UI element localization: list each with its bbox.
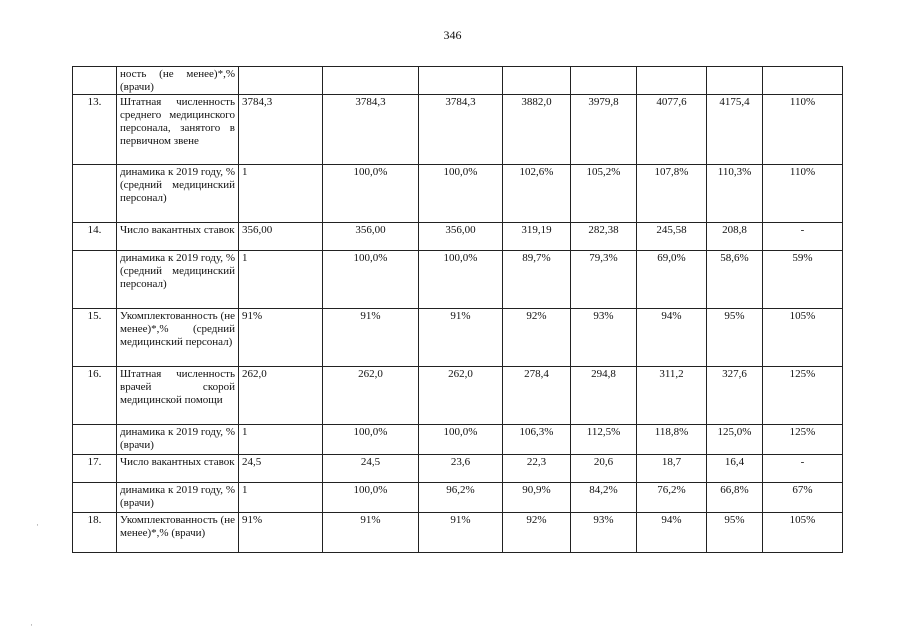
value-cell: 91% xyxy=(419,309,503,367)
value-cell: 66,8% xyxy=(707,483,763,513)
indicator-label: Штатная численность врачей скорой медицинской помощи xyxy=(117,367,239,425)
value-cell: 1 xyxy=(239,251,323,309)
value-cell: 3784,3 xyxy=(419,95,503,165)
value-cell: 22,3 xyxy=(503,455,571,483)
value-cell: 311,2 xyxy=(637,367,707,425)
value-cell: 262,0 xyxy=(239,367,323,425)
table-row xyxy=(73,95,843,165)
value-cell: 3882,0 xyxy=(503,95,571,165)
row-number xyxy=(73,483,117,513)
value-cell: 84,2% xyxy=(571,483,637,513)
value-cell: 262,0 xyxy=(419,367,503,425)
value-cell: 282,38 xyxy=(571,223,637,251)
row-number xyxy=(73,425,117,455)
value-cell: 208,8 xyxy=(707,223,763,251)
value-cell: 327,6 xyxy=(707,367,763,425)
value-cell: 105,2% xyxy=(571,165,637,223)
value-cell: 1 xyxy=(239,483,323,513)
value-cell: 67% xyxy=(763,483,843,513)
page-number: 346 xyxy=(443,28,462,42)
value-cell xyxy=(637,67,707,95)
value-cell: 356,00 xyxy=(239,223,323,251)
value-cell: 110% xyxy=(763,95,843,165)
value-cell: 107,8% xyxy=(637,165,707,223)
value-cell: 100,0% xyxy=(323,251,419,309)
row-number: 15. xyxy=(73,309,117,367)
value-cell: 125% xyxy=(763,367,843,425)
value-cell xyxy=(239,67,323,95)
value-cell: 91% xyxy=(323,513,419,553)
value-cell: 110% xyxy=(763,165,843,223)
value-cell: 92% xyxy=(503,513,571,553)
table-row xyxy=(73,165,843,223)
value-cell: 24,5 xyxy=(323,455,419,483)
value-cell: 110,3% xyxy=(707,165,763,223)
table-row xyxy=(73,513,843,553)
value-cell: 59% xyxy=(763,251,843,309)
table-row xyxy=(73,309,843,367)
table-row xyxy=(73,455,843,483)
value-cell: 91% xyxy=(323,309,419,367)
scan-mark: · xyxy=(36,520,39,530)
value-cell: 95% xyxy=(707,309,763,367)
value-cell: 102,6% xyxy=(503,165,571,223)
value-cell: 94% xyxy=(637,513,707,553)
value-cell: 91% xyxy=(419,513,503,553)
indicator-label: Число вакантных ставок xyxy=(117,223,239,251)
table-row xyxy=(73,251,843,309)
row-number: 17. xyxy=(73,455,117,483)
value-cell: 100,0% xyxy=(419,251,503,309)
row-number xyxy=(73,251,117,309)
value-cell: 18,7 xyxy=(637,455,707,483)
staffing-table xyxy=(72,66,843,553)
value-cell: 105% xyxy=(763,513,843,553)
value-cell: 100,0% xyxy=(323,483,419,513)
value-cell: 1 xyxy=(239,425,323,455)
value-cell: 90,9% xyxy=(503,483,571,513)
value-cell: 118,8% xyxy=(637,425,707,455)
value-cell: 112,5% xyxy=(571,425,637,455)
value-cell xyxy=(323,67,419,95)
value-cell xyxy=(707,67,763,95)
indicator-label: динамика к 2019 году, % (средний медицинский персонал) xyxy=(117,251,239,309)
indicator-label: Штатная численность среднего медицинского персонала, занятого в первичном звене xyxy=(117,95,239,165)
value-cell: 16,4 xyxy=(707,455,763,483)
row-number: 16. xyxy=(73,367,117,425)
value-cell: 3784,3 xyxy=(239,95,323,165)
value-cell: 58,6% xyxy=(707,251,763,309)
row-number xyxy=(73,165,117,223)
value-cell: 105% xyxy=(763,309,843,367)
indicator-label: динамика к 2019 году, % (врачи) xyxy=(117,425,239,455)
table-row xyxy=(73,367,843,425)
value-cell xyxy=(571,67,637,95)
value-cell: 91% xyxy=(239,513,323,553)
value-cell: 91% xyxy=(239,309,323,367)
value-cell: 262,0 xyxy=(323,367,419,425)
row-number xyxy=(73,67,117,95)
value-cell: 356,00 xyxy=(323,223,419,251)
value-cell: 92% xyxy=(503,309,571,367)
value-cell: 125,0% xyxy=(707,425,763,455)
value-cell: 95% xyxy=(707,513,763,553)
value-cell: 94% xyxy=(637,309,707,367)
value-cell: 100,0% xyxy=(419,425,503,455)
table-row xyxy=(73,425,843,455)
value-cell: 4175,4 xyxy=(707,95,763,165)
value-cell: 69,0% xyxy=(637,251,707,309)
value-cell: 356,00 xyxy=(419,223,503,251)
value-cell: 4077,6 xyxy=(637,95,707,165)
value-cell: 1 xyxy=(239,165,323,223)
table-row xyxy=(73,223,843,251)
value-cell: 106,3% xyxy=(503,425,571,455)
value-cell xyxy=(419,67,503,95)
indicator-label: динамика к 2019 году, % (врачи) xyxy=(117,483,239,513)
row-number: 18. xyxy=(73,513,117,553)
value-cell: 79,3% xyxy=(571,251,637,309)
value-cell: 294,8 xyxy=(571,367,637,425)
value-cell: 3784,3 xyxy=(323,95,419,165)
value-cell: 89,7% xyxy=(503,251,571,309)
value-cell: 93% xyxy=(571,309,637,367)
indicator-label: динамика к 2019 году, % (средний медицинский персонал) xyxy=(117,165,239,223)
indicator-label: Укомплектованность (не менее)*,% (врачи) xyxy=(117,513,239,553)
value-cell: 245,58 xyxy=(637,223,707,251)
value-cell: 100,0% xyxy=(323,165,419,223)
indicator-label: ность (не менее)*,% (врачи) xyxy=(117,67,239,95)
value-cell: - xyxy=(763,223,843,251)
value-cell: 23,6 xyxy=(419,455,503,483)
row-number: 13. xyxy=(73,95,117,165)
indicator-label: Укомплектованность (не менее)*,% (средний медицинский персонал) xyxy=(117,309,239,367)
value-cell: 76,2% xyxy=(637,483,707,513)
value-cell: 3979,8 xyxy=(571,95,637,165)
value-cell xyxy=(763,67,843,95)
table-body xyxy=(73,67,843,553)
value-cell: 319,19 xyxy=(503,223,571,251)
value-cell: 278,4 xyxy=(503,367,571,425)
table-row xyxy=(73,67,843,95)
value-cell: 125% xyxy=(763,425,843,455)
value-cell: - xyxy=(763,455,843,483)
value-cell: 20,6 xyxy=(571,455,637,483)
table-row xyxy=(73,483,843,513)
row-number: 14. xyxy=(73,223,117,251)
value-cell: 100,0% xyxy=(323,425,419,455)
value-cell: 93% xyxy=(571,513,637,553)
value-cell: 96,2% xyxy=(419,483,503,513)
value-cell: 100,0% xyxy=(419,165,503,223)
indicator-label: Число вакантных ставок xyxy=(117,455,239,483)
value-cell xyxy=(503,67,571,95)
scan-mark: · xyxy=(30,620,33,630)
value-cell: 24,5 xyxy=(239,455,323,483)
